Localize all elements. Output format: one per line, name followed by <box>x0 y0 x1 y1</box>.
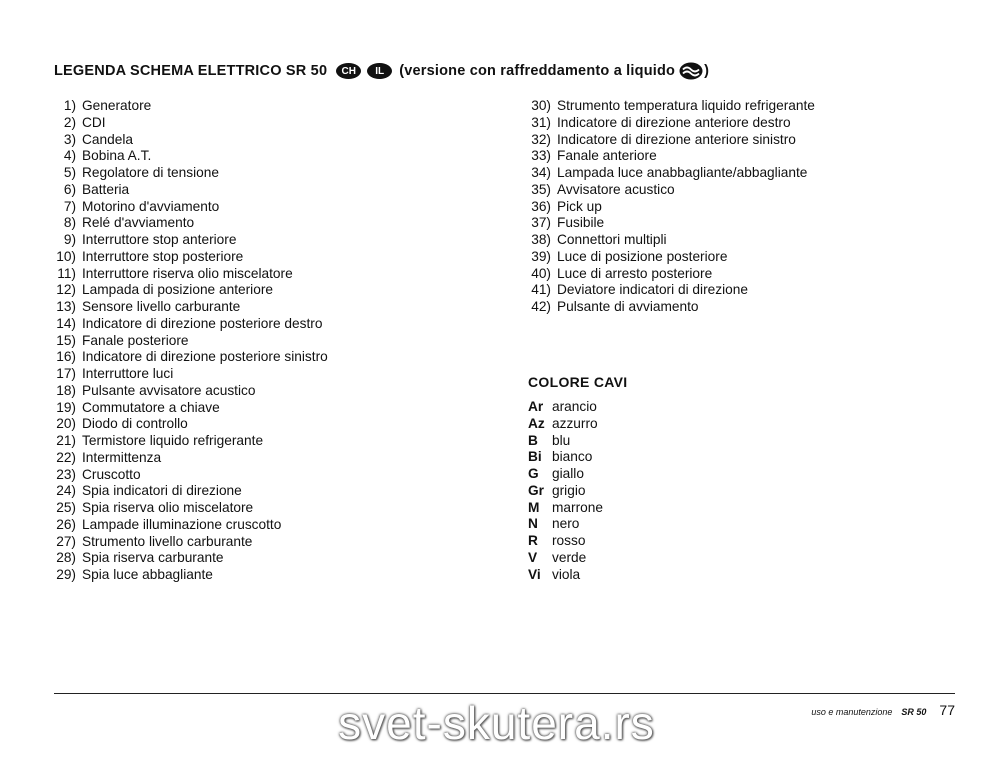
item-label: Cruscotto <box>82 466 141 482</box>
item-number: 12) <box>56 282 76 298</box>
item-label: Relé d'avviamento <box>82 215 195 231</box>
page-number: 77 <box>939 702 955 718</box>
item-number: 26) <box>56 516 76 532</box>
item-number: 35) <box>531 181 551 197</box>
item-number: 37) <box>531 215 551 231</box>
list-item <box>52 366 328 383</box>
item-number: 22) <box>56 449 76 465</box>
list-item <box>528 433 603 450</box>
item-number: 3) <box>63 131 76 147</box>
list-item <box>52 98 328 115</box>
list-item <box>52 165 328 182</box>
footer-label: uso e manutenzione <box>811 707 893 717</box>
color-name: nero <box>552 516 580 532</box>
item-number: 40) <box>531 265 551 281</box>
item-label: Strumento temperatura liquido refrigerante <box>557 98 815 113</box>
color-code: R <box>528 533 538 548</box>
color-code: B <box>528 432 538 448</box>
item-number: 20) <box>56 416 76 432</box>
item-number: 7) <box>63 198 76 214</box>
list-item <box>52 550 328 567</box>
color-code: Bi <box>528 449 542 465</box>
item-label: Lampade illuminazione cruscotto <box>82 516 282 532</box>
list-item <box>527 182 815 199</box>
item-label: Indicatore di direzione anteriore destro <box>557 114 791 130</box>
item-number: 5) <box>63 165 76 180</box>
item-label: Spia luce abbagliante <box>82 567 213 582</box>
color-code: Az <box>528 415 545 431</box>
item-number: 30) <box>531 98 551 113</box>
item-label: Interruttore luci <box>82 366 174 381</box>
list-item <box>528 449 603 466</box>
color-name: azzurro <box>552 415 598 431</box>
item-label: Strumento livello carburante <box>82 533 253 549</box>
item-number: 11) <box>57 265 76 281</box>
item-number: 18) <box>56 382 76 398</box>
item-label: Pick up <box>557 198 602 214</box>
item-label: Avvisatore acustico <box>557 181 675 197</box>
list-item <box>528 466 603 483</box>
item-label: Interruttore riserva olio miscelatore <box>82 265 293 281</box>
components-list-right <box>527 98 815 316</box>
list-item <box>528 550 603 567</box>
footer-model: SR 50 <box>901 707 927 717</box>
item-label: Diodo di controllo <box>82 416 188 432</box>
list-item <box>52 182 328 199</box>
item-label: Luce di posizione posteriore <box>557 248 728 264</box>
list-item <box>52 416 328 433</box>
item-number: 19) <box>56 399 76 415</box>
list-item <box>527 299 815 316</box>
list-item <box>52 115 328 132</box>
ch-badge: CH <box>336 63 361 79</box>
item-number: 2) <box>63 114 76 130</box>
item-label: Spia riserva carburante <box>82 550 224 566</box>
item-label: Batteria <box>82 181 130 197</box>
list-item <box>52 534 328 551</box>
liquid-cooling-icon <box>679 62 703 80</box>
color-name: grigio <box>552 482 586 498</box>
item-label: Indicatore di direzione anteriore sinistro <box>557 131 796 147</box>
item-label: Candela <box>82 131 133 147</box>
item-label: Generatore <box>82 98 152 113</box>
color-code: Ar <box>528 399 544 414</box>
list-item <box>527 98 815 115</box>
wire-colors-title: COLORE CAVI <box>528 374 628 390</box>
item-label: Lampada di posizione anteriore <box>82 282 273 298</box>
list-item <box>52 567 328 584</box>
list-item <box>527 215 815 232</box>
list-item <box>52 282 328 299</box>
item-number: 15) <box>56 332 76 348</box>
color-name: blu <box>552 432 571 448</box>
item-label: Fanale anteriore <box>557 148 657 164</box>
color-name: arancio <box>552 399 597 414</box>
list-item <box>528 399 603 416</box>
item-number: 27) <box>56 533 76 549</box>
list-item <box>52 199 328 216</box>
list-item <box>527 266 815 283</box>
item-number: 38) <box>531 232 551 247</box>
list-item <box>52 450 328 467</box>
item-number: 21) <box>56 433 76 448</box>
list-item <box>527 232 815 249</box>
item-number: 1) <box>63 98 76 113</box>
item-number: 42) <box>531 299 551 314</box>
list-item <box>52 148 328 165</box>
il-badge: IL <box>367 63 392 79</box>
item-number: 32) <box>531 131 551 147</box>
item-number: 39) <box>531 248 551 264</box>
item-label: Indicatore di direzione posteriore destro <box>82 315 323 331</box>
list-item <box>52 232 328 249</box>
legend-title: LEGENDA SCHEMA ELETTRICO SR 50 <box>54 63 328 79</box>
list-item <box>52 483 328 500</box>
list-item <box>52 266 328 283</box>
list-item <box>52 349 328 366</box>
item-label: Pulsante avvisatore acustico <box>82 382 256 398</box>
list-item <box>52 400 328 417</box>
color-name: giallo <box>552 466 584 481</box>
list-item <box>528 516 603 533</box>
item-number: 31) <box>531 114 551 130</box>
color-name: rosso <box>552 533 586 548</box>
item-label: Luce di arresto posteriore <box>557 265 713 281</box>
watermark: svet-skutera.rs <box>338 697 655 749</box>
list-item <box>528 416 603 433</box>
color-code: Gr <box>528 482 544 498</box>
color-code: N <box>528 516 538 532</box>
list-item <box>528 567 603 584</box>
item-label: Connettori multipli <box>557 232 667 247</box>
item-number: 4) <box>63 148 76 164</box>
list-item <box>52 467 328 484</box>
item-label: Bobina A.T. <box>82 148 152 164</box>
list-item <box>52 316 328 333</box>
list-item <box>52 299 328 316</box>
item-number: 16) <box>56 349 76 365</box>
item-label: Sensore livello carburante <box>82 299 241 314</box>
item-number: 9) <box>63 232 76 247</box>
item-label: Indicatore di direzione posteriore sinistro <box>82 349 328 365</box>
item-label: Lampada luce anabbagliante/abbagliante <box>557 165 808 180</box>
item-number: 17) <box>56 366 76 381</box>
item-number: 13) <box>56 299 76 314</box>
list-item <box>52 500 328 517</box>
list-item <box>52 433 328 450</box>
item-number: 23) <box>56 466 76 482</box>
components-list-left <box>52 98 328 584</box>
item-number: 36) <box>531 198 551 214</box>
item-number: 8) <box>63 215 76 231</box>
item-number: 34) <box>531 165 551 180</box>
list-item <box>52 517 328 534</box>
item-number: 33) <box>531 148 551 164</box>
color-code: G <box>528 466 539 481</box>
item-label: Intermittenza <box>82 449 162 465</box>
list-item <box>528 500 603 517</box>
item-label: Pulsante di avviamento <box>557 299 699 314</box>
item-label: Fusibile <box>557 215 605 231</box>
list-item <box>528 533 603 550</box>
version-subtitle-end: ) <box>704 63 710 79</box>
item-number: 10) <box>56 248 76 264</box>
item-number: 28) <box>56 550 76 566</box>
item-label: Termistore liquido refrigerante <box>82 433 264 448</box>
item-number: 14) <box>56 315 76 331</box>
list-item <box>527 199 815 216</box>
item-number: 25) <box>56 500 76 515</box>
list-item <box>528 483 603 500</box>
item-label: Spia riserva olio miscelatore <box>82 500 254 515</box>
item-number: 29) <box>56 567 76 582</box>
wire-colors-list <box>528 399 603 583</box>
list-item <box>527 148 815 165</box>
item-label: Deviatore indicatori di direzione <box>557 282 748 298</box>
color-name: viola <box>552 566 581 582</box>
list-item <box>52 333 328 350</box>
color-name: bianco <box>552 449 593 465</box>
color-code: Vi <box>528 566 541 582</box>
item-label: Fanale posteriore <box>82 332 189 348</box>
item-number: 41) <box>531 282 551 298</box>
footer-divider <box>54 693 955 694</box>
item-label: Regolatore di tensione <box>82 165 219 180</box>
item-label: Commutatore a chiave <box>82 399 220 415</box>
item-label: Motorino d'avviamento <box>82 198 220 214</box>
item-number: 24) <box>56 483 76 499</box>
list-item <box>52 215 328 232</box>
item-number: 6) <box>63 181 76 197</box>
color-name: verde <box>552 549 587 565</box>
version-subtitle: (versione con raffreddamento a liquido <box>399 63 676 79</box>
list-item <box>52 132 328 149</box>
color-code: M <box>528 499 540 515</box>
list-item <box>527 132 815 149</box>
list-item <box>527 249 815 266</box>
color-name: marrone <box>552 499 603 515</box>
list-item <box>527 165 815 182</box>
list-item <box>527 282 815 299</box>
list-item <box>527 115 815 132</box>
list-item <box>52 383 328 400</box>
list-item <box>52 249 328 266</box>
page-title <box>54 62 954 80</box>
item-label: Interruttore stop anteriore <box>82 232 237 247</box>
item-label: Spia indicatori di direzione <box>82 483 242 499</box>
color-code: V <box>528 549 538 565</box>
item-label: CDI <box>82 114 106 130</box>
item-label: Interruttore stop posteriore <box>82 248 244 264</box>
